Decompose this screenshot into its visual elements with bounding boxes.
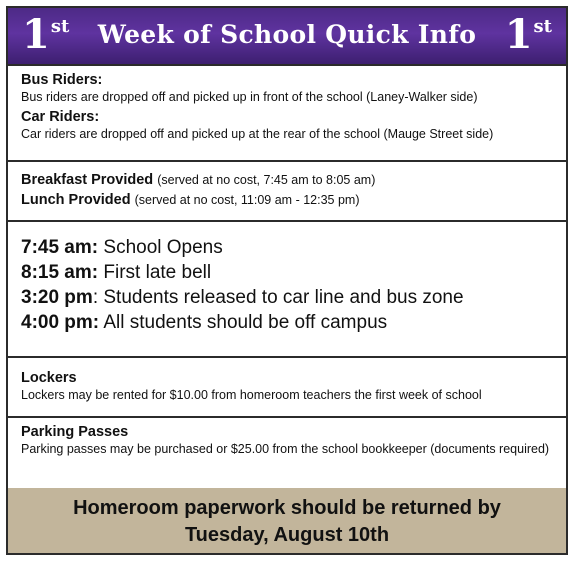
schedule-row [21,235,553,260]
car-riders-text: Car riders are dropped off and picked up at the rear of the school (Mauge Street side) [21,127,494,141]
schedule-event: All students should be off campus [103,312,388,333]
ordinal-number: 1 [22,11,50,58]
lunch-note: (served at no cost, 11:09 am - 12:35 pm) [134,193,360,207]
ordinal-badge-right [505,12,552,58]
breakfast-row [21,170,553,190]
breakfast-note: (served at no cost, 7:45 am to 8:05 am) [157,173,376,187]
meals-section [8,162,566,222]
schedule-event: School Opens [103,237,223,258]
parking-heading: Parking Passes [21,424,129,440]
ordinal-suffix: st [533,16,552,37]
schedule-time: 7:45 am: [21,237,99,258]
schedule-row [21,285,553,310]
schedule-time: 8:15 am: [21,262,99,283]
paperwork-reminder [8,488,566,553]
bus-riders-text: Bus riders are dropped off and picked up in front of the school (Laney-Walker side) [21,90,478,104]
info-sheet [6,6,568,555]
transport-section [8,66,566,162]
page-title: Week of School Quick Info [97,20,477,49]
schedule-section [8,222,566,358]
schedule-row [21,260,553,285]
lunch-label: Lunch Provided [21,192,131,208]
parking-section [8,418,566,490]
reminder-line-1: Homeroom paperwork should be returned by [73,497,501,519]
lunch-row [21,190,553,210]
breakfast-label: Breakfast Provided [21,172,154,188]
bus-riders-heading: Bus Riders: [21,72,103,88]
schedule-row [21,310,553,335]
schedule-event: First late bell [103,262,212,283]
header-banner [8,8,566,66]
lockers-text: Lockers may be rented for $10.00 from homeroom teachers the first week of school [21,388,482,402]
parking-text: Parking passes may be purchased or $25.00 from the school bookkeeper (documents required) [21,442,550,456]
schedule-time: 3:20 pm [21,287,93,308]
schedule-time: 4:00 pm: [21,312,100,333]
ordinal-number: 1 [504,11,533,58]
lockers-section [8,358,566,418]
ordinal-suffix: st [50,16,70,37]
schedule-event: : Students released to car line and bus zone [92,287,464,308]
car-riders-heading: Car Riders: [21,109,100,125]
reminder-line-2: Tuesday, August 10th [184,524,390,546]
lockers-heading: Lockers [21,370,77,386]
